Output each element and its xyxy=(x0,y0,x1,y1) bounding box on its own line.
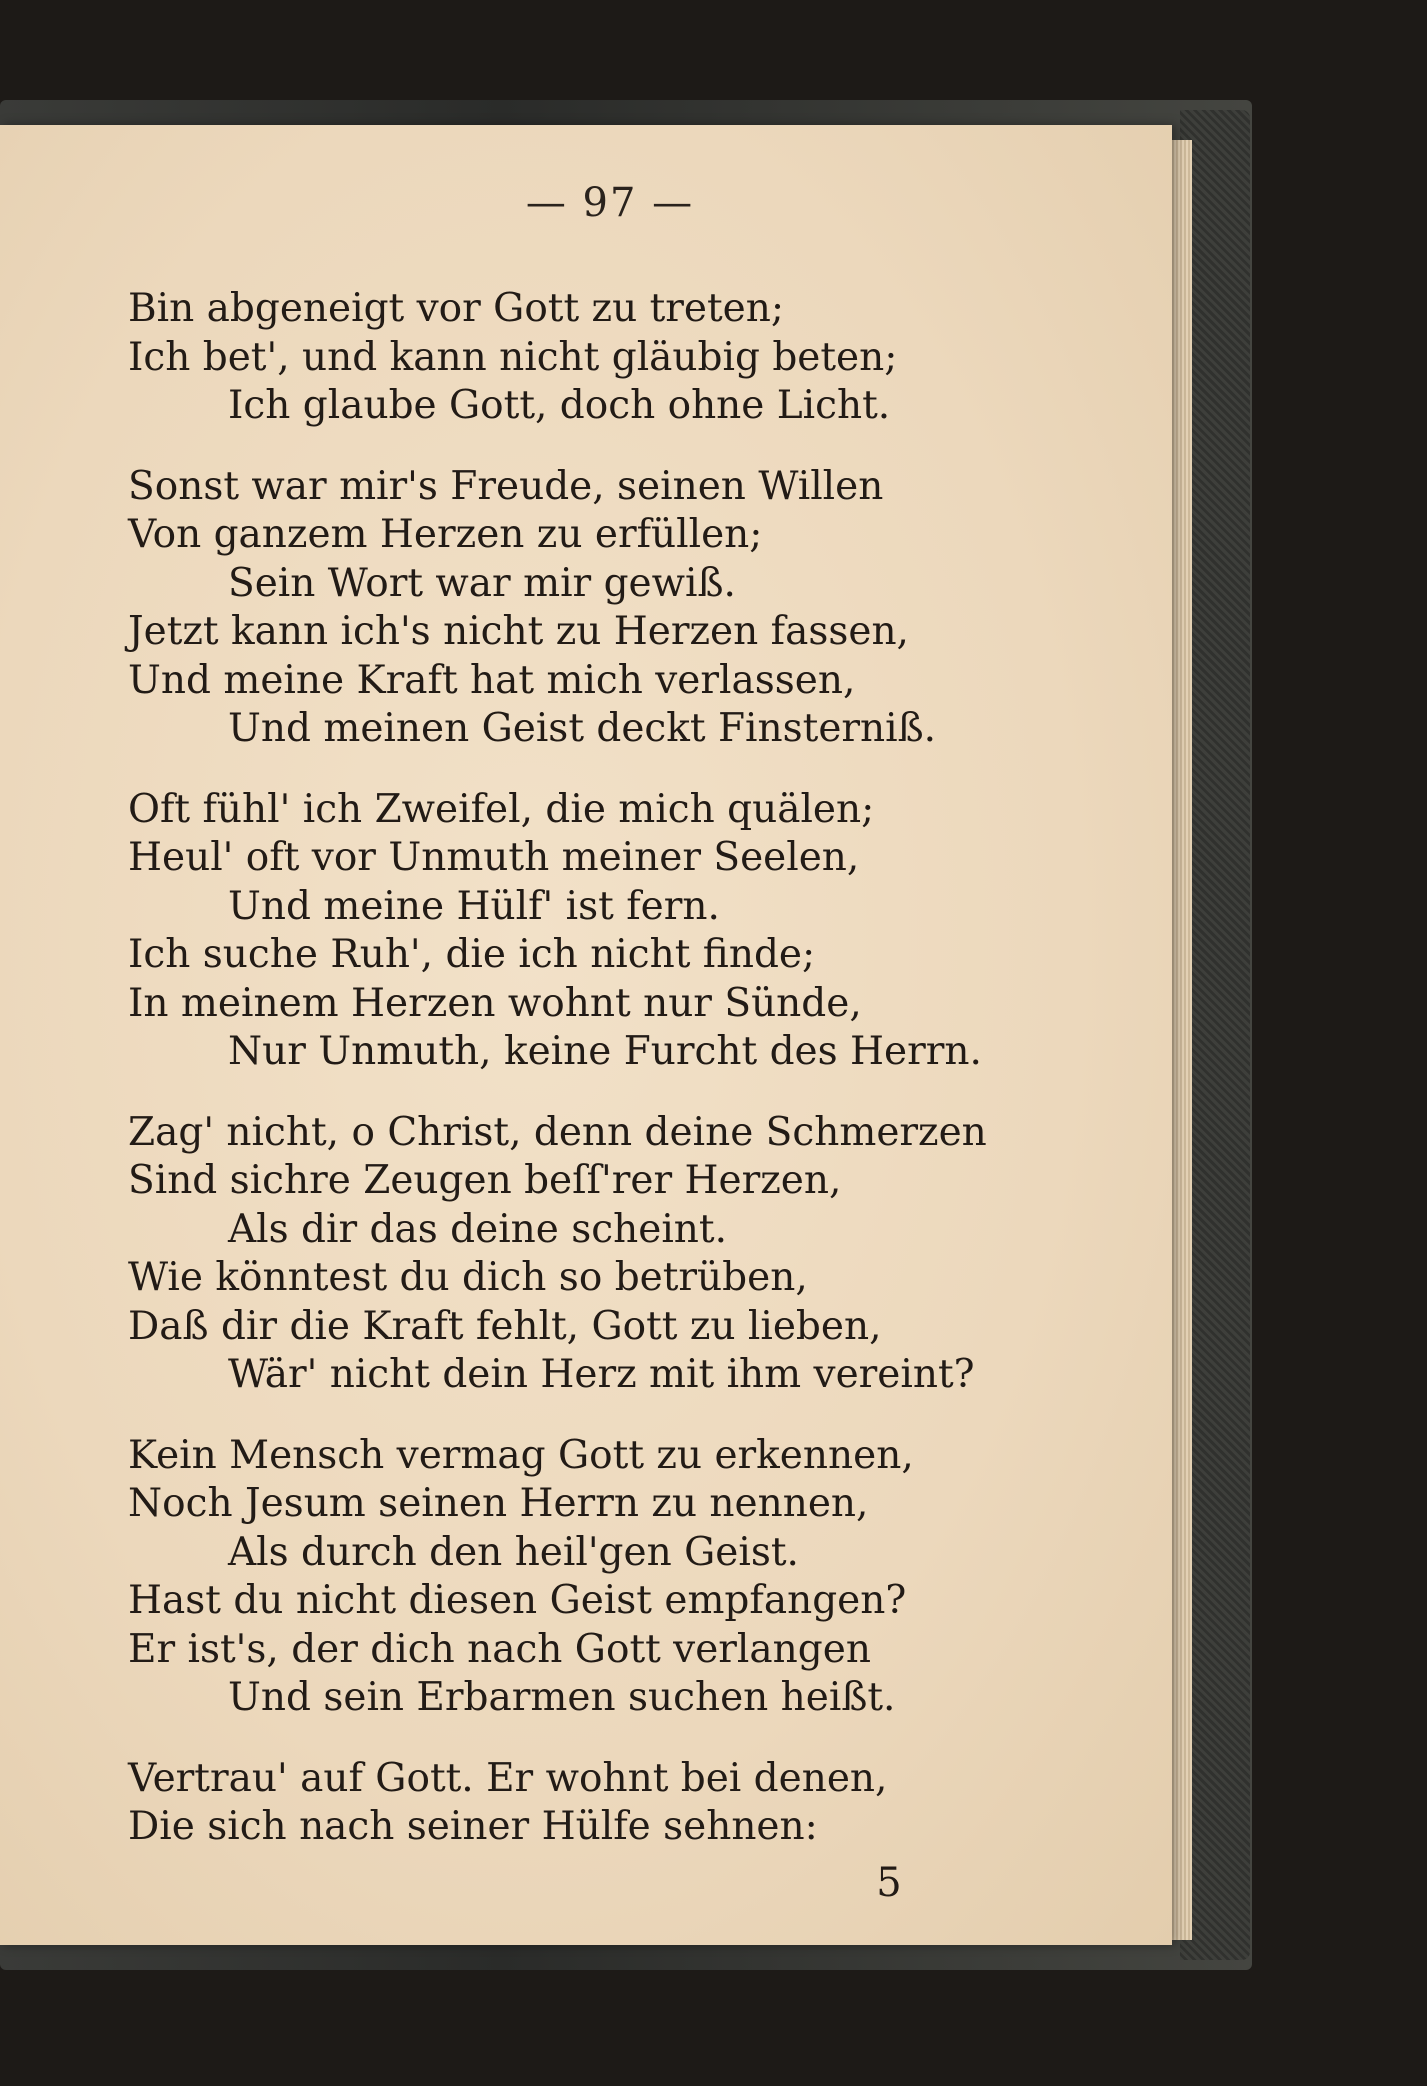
poem-line: Und sein Erbarmen suchen heißt. xyxy=(228,1675,896,1720)
poem-line: Oft fühl' ich Zweifel, die mich quälen; xyxy=(128,786,875,832)
poem-line: Ich suche Ruh', die ich nicht finde; xyxy=(128,932,816,977)
poem-line: In meinem Herzen wohnt nur Sünde, xyxy=(128,980,862,1026)
signature-mark: 5 xyxy=(876,1860,902,1906)
poem-line: Jetzt kann ich's nicht zu Herzen fassen, xyxy=(128,609,909,654)
poem-line: Vertrau' auf Gott. Er wohnt bei denen, xyxy=(128,1755,888,1801)
poem-line: Sonst war mir's Freude, seinen Willen xyxy=(128,463,884,509)
poem-text xyxy=(128,285,1048,1884)
stanza xyxy=(128,463,1048,754)
poem-line: Bin abgeneigt vor Gott zu treten; xyxy=(128,286,785,331)
poem-line: Noch Jesum seinen Herrn zu nennen, xyxy=(128,1481,869,1526)
poem-line: Hast du nicht diesen Geist empfangen? xyxy=(128,1578,907,1623)
poem-line: Ich glaube Gott, doch ohne Licht. xyxy=(228,383,891,428)
stanza xyxy=(128,1755,1048,1852)
stanza xyxy=(128,1109,1048,1400)
poem-line: Wär' nicht dein Herz mit ihm vereint? xyxy=(228,1352,975,1397)
poem-line: Als dir das deine scheint. xyxy=(228,1206,727,1252)
poem-line: Als durch den heil'gen Geist. xyxy=(228,1529,799,1575)
poem-line: Sind sichre Zeugen beſſ'rer Herzen, xyxy=(128,1158,842,1203)
stanza xyxy=(128,285,1048,431)
poem-line: Zag' nicht, o Christ, denn deine Schmerzen xyxy=(128,1109,987,1155)
poem-line: Daß dir die Kraft fehlt, Gott zu lieben, xyxy=(128,1303,882,1349)
poem-line: Er ist's, der dich nach Gott verlangen xyxy=(128,1626,871,1672)
poem-line: Kein Mensch vermag Gott zu erkennen, xyxy=(128,1432,914,1478)
poem-line: Und meinen Geist deckt Finsterniß. xyxy=(228,706,937,751)
poem-line: Von ganzem Herzen zu erfüllen; xyxy=(128,512,763,557)
poem-line: Und meine Hülf' ist fern. xyxy=(228,883,720,929)
poem-line: Heul' oft vor Unmuth meiner Seelen, xyxy=(128,835,860,880)
stanza xyxy=(128,1432,1048,1723)
poem-line: Die sich nach seiner Hülfe sehnen: xyxy=(128,1804,818,1849)
stanza xyxy=(128,786,1048,1077)
page-number-header: — 97 — xyxy=(525,180,695,226)
poem-line: Ich bet', und kann nicht gläubig beten; xyxy=(128,334,898,380)
poem-line: Wie könntest du dich so betrüben, xyxy=(128,1255,808,1300)
poem-line: Sein Wort war mir gewiß. xyxy=(228,560,736,606)
poem-line: Und meine Kraft hat mich verlassen, xyxy=(128,657,856,703)
poem-line: Nur Unmuth, keine Furcht des Herrn. xyxy=(228,1029,982,1074)
